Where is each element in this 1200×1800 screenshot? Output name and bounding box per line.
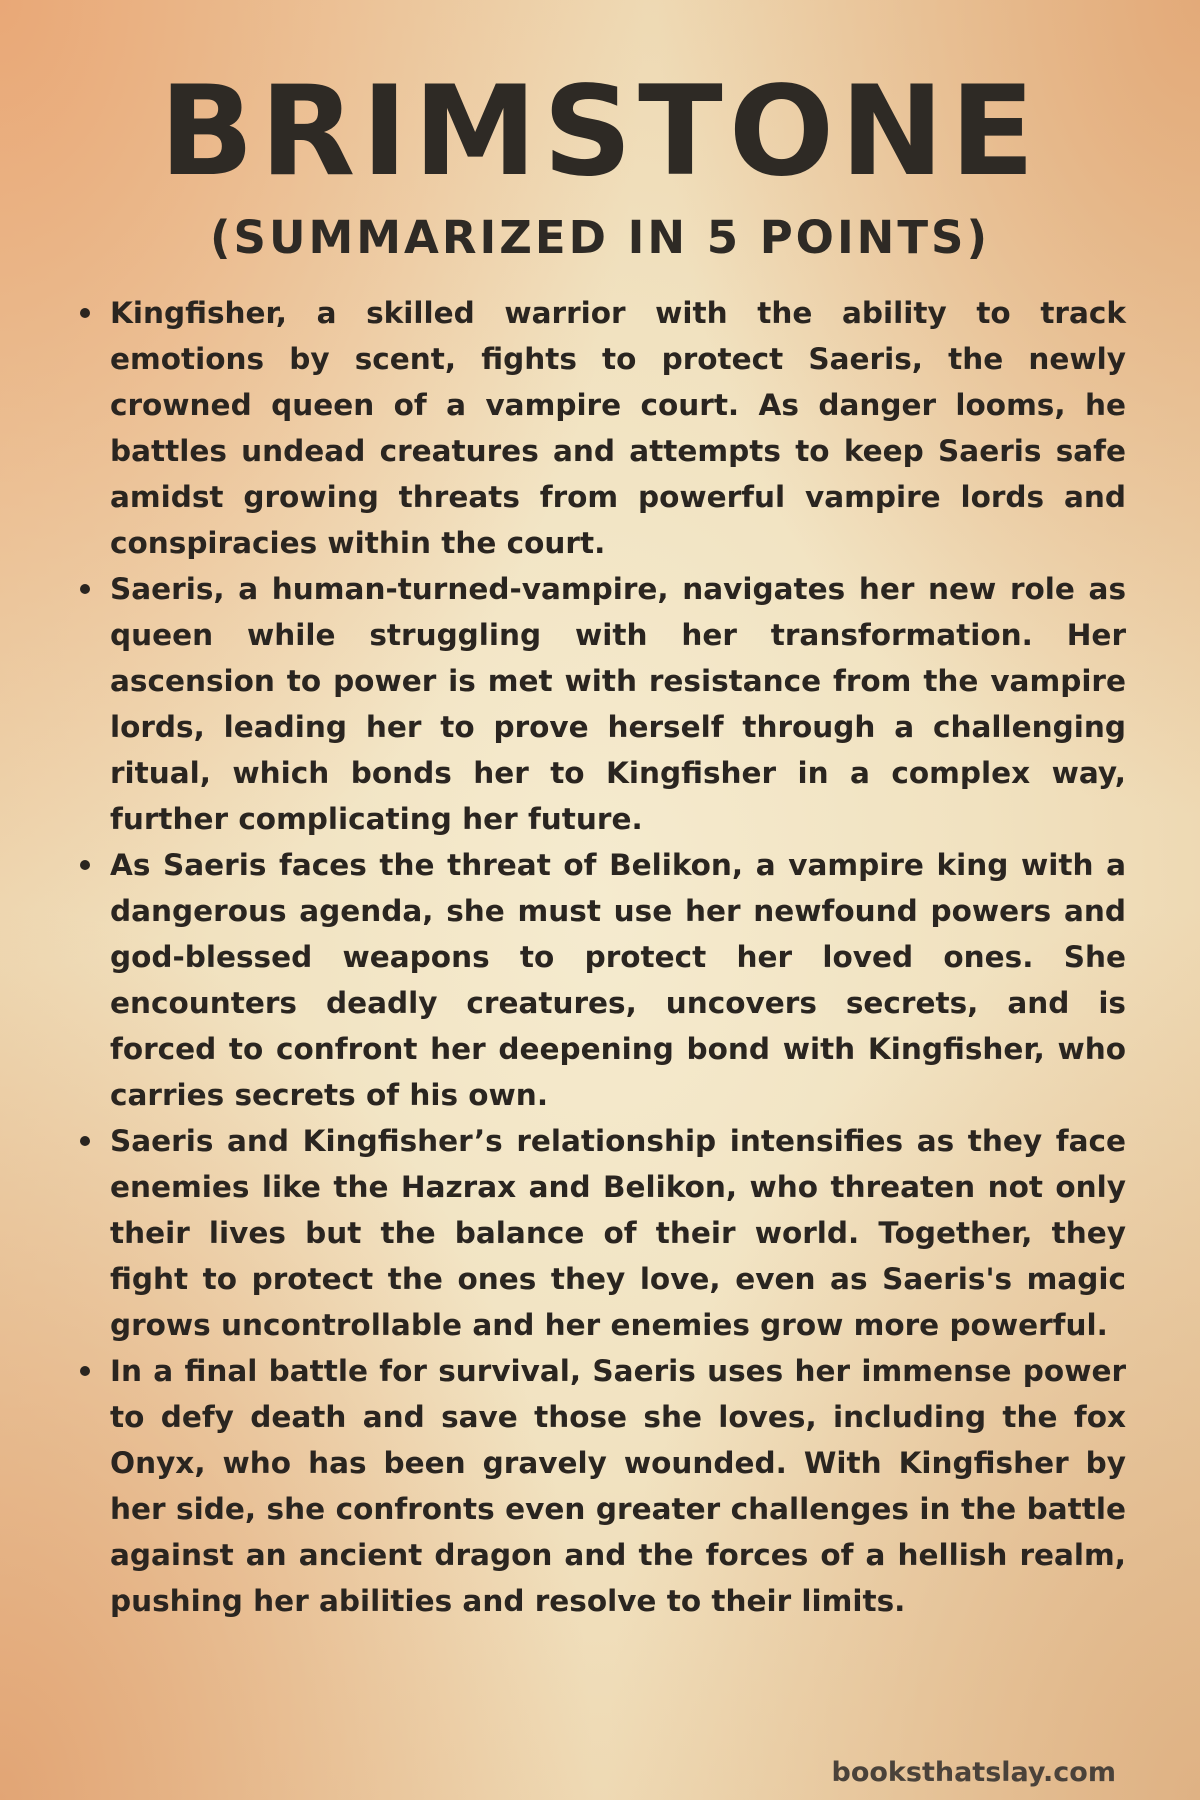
summary-point-text: Saeris, a human-turned-vampire, navigates her new role as queen while struggling with her transformation. Her ascension to power is met with resistance from the vampire lords, leading her to prove herself through a challenging ritual, which bonds her to Kingfisher in a complex way, further complicating her future.: [110, 572, 1126, 836]
summary-point-2: [78, 566, 1126, 842]
summary-point-text: As Saeris faces the threat of Belikon, a vampire king with a dangerous agenda, she must use her newfound powers and god-blessed weapons to protect her loved ones. She encounters deadly creatures, uncovers secrets, and is forced to confront her deepening bond with Kingfisher, who carries secrets of his own.: [110, 848, 1126, 1112]
bullet-icon: [80, 1136, 90, 1146]
summary-point-text: Saeris and Kingfisher’s relationship intensifies as they face enemies like the Hazrax and Belikon, who threaten not only their lives but the balance of their world. Together, they fight to protect the ones they love, even as Saeris's magic grows uncontrollable and her enemies grow more powerful.: [110, 1124, 1126, 1342]
summary-point-1: [78, 290, 1126, 566]
bullet-icon: [80, 860, 90, 870]
summary-point-3: [78, 842, 1126, 1118]
page-subtitle: (SUMMARIZED IN 5 POINTS): [209, 211, 991, 264]
bullet-icon: [80, 308, 90, 318]
footer-site-link[interactable]: booksthatslay.com: [831, 1757, 1116, 1788]
bullet-icon: [80, 1366, 90, 1376]
summary-points-list: [78, 290, 1126, 1624]
bullet-icon: [80, 584, 90, 594]
page-title: BRIMSTONE: [159, 60, 1041, 204]
summary-point-5: [78, 1348, 1126, 1624]
summary-point-text: Kingfisher, a skilled warrior with the ability to track emotions by scent, fights to protect Saeris, the newly crowned queen of a vampire court. As danger looms, he battles undead creatures and attempts to keep Saeris safe amidst growing threats from powerful vampire lords and conspiracies within the court.: [110, 296, 1126, 560]
summary-point-4: [78, 1118, 1126, 1348]
summary-point-text: In a final battle for survival, Saeris uses her immense power to defy death and save those she loves, including the fox Onyx, who has been gravely wounded. With Kingfisher by her side, she confronts even greater challenges in the battle against an ancient dragon and the forces of a hellish realm, pushing her abilities and resolve to their limits.: [110, 1354, 1126, 1618]
